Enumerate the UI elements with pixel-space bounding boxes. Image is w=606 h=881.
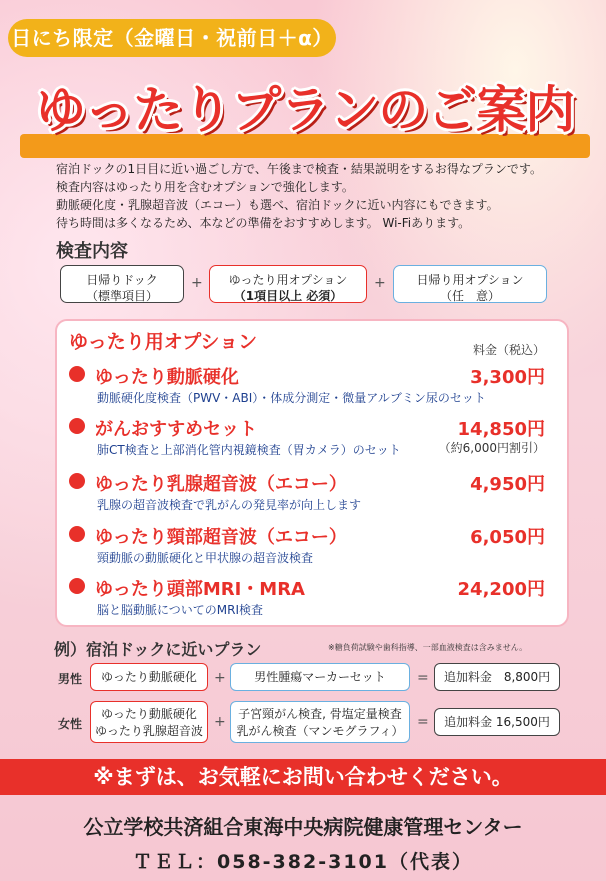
option-desc: 頸動脈の動脈硬化と甲状腺の超音波検査 — [97, 551, 314, 565]
option-name: ゆったり頸部超音波（エコー） — [95, 527, 347, 548]
plus-sign: + — [191, 275, 203, 291]
hero-title: ゆったりプランのご案内 — [35, 81, 575, 139]
option-discount-note: （約6,000円割引） — [438, 441, 545, 455]
exam-box-line: （1項目以上 必須） — [233, 289, 343, 303]
hospital-tel: ＴＥＬ：058-382-3101（代表） — [133, 851, 473, 873]
exam-box-line: 日帰りドック — [86, 273, 158, 287]
equals-sign: = — [417, 670, 429, 686]
example-note: ※糖負荷試験や歯科指導、一部血液検査は含みません。 — [328, 643, 528, 652]
bullet-icon — [69, 578, 85, 594]
intro-text — [56, 160, 576, 232]
option-desc: 脳と脳動脈についてのMRI検査 — [97, 603, 263, 617]
options-title: ゆったり用オプション — [69, 331, 258, 353]
example-label-female: 女性 — [58, 717, 83, 731]
hero-banner — [20, 68, 590, 158]
plus-sign: + — [214, 714, 226, 730]
example-total: 追加料金 8,800円 — [434, 663, 560, 691]
intro-line: 待ち時間は多くなるため、本などの準備をおすすめします。 Wi-Fiあります。 — [56, 216, 471, 230]
option-price: 4,950円 — [470, 474, 545, 495]
option-desc: 動脈硬化度検査（PWV・ABI）・体成分測定・微量アルブミン尿のセット — [97, 391, 486, 405]
bullet-icon — [69, 526, 85, 542]
option-desc: 肺CT検査と上部消化管内視鏡検査（胃カメラ）のセット — [97, 443, 401, 457]
option-price: 14,850円 — [457, 419, 545, 440]
example-box-line: ゆったり乳腺超音波 — [95, 724, 203, 738]
example-box-line: 子宮頸がん検査, 骨塩定量検査 — [238, 707, 402, 721]
example-box-line: ゆったり動脈硬化 — [101, 707, 197, 721]
bullet-icon — [69, 366, 85, 382]
price-header: 料金（税込） — [472, 343, 545, 357]
example-box: ゆったり動脈硬化 — [90, 663, 208, 691]
option-price: 24,200円 — [457, 579, 545, 600]
example-total: 追加料金 16,500円 — [434, 708, 560, 736]
option-name: ゆったり乳腺超音波（エコー） — [95, 474, 347, 495]
option-price: 3,300円 — [470, 367, 545, 388]
intro-line: 宿泊ドックの1日目に近い過ごし方で、午後まで検査・結果説明をするお得なプランです。 — [56, 162, 542, 176]
example-box — [90, 701, 208, 743]
contact-cta-banner: ※まずは、お気軽にお問い合わせください。 — [0, 759, 606, 795]
option-name: ゆったり頭部MRI・MRA — [95, 579, 305, 600]
exam-box-relaxed-option — [209, 265, 367, 303]
exam-box-standard — [60, 265, 184, 303]
example-label-male: 男性 — [58, 672, 83, 686]
example-box — [230, 701, 410, 743]
exam-section-title: 検査内容 — [56, 241, 128, 262]
bullet-icon — [69, 473, 85, 489]
date-limited-badge: 日にち限定（金曜日・祝前日＋α） — [8, 19, 336, 57]
hospital-name: 公立学校共済組合東海中央病院健康管理センター — [83, 815, 523, 839]
exam-box-line: （標準項目） — [85, 289, 158, 303]
plus-sign: + — [374, 275, 386, 291]
example-box: 男性腫瘍マーカーセット — [230, 663, 410, 691]
exam-box-line: 日帰り用オプション — [416, 273, 524, 287]
example-title: 例）宿泊ドックに近いプラン — [54, 640, 262, 659]
option-price: 6,050円 — [470, 527, 545, 548]
intro-line: 動脈硬化度・乳腺超音波（エコー）も選べ、宿泊ドックに近い内容にもできます。 — [56, 198, 499, 212]
exam-box-line: ゆったり用オプション — [228, 273, 348, 287]
option-name: がんおすすめセット — [95, 419, 258, 440]
equals-sign: = — [417, 714, 429, 730]
intro-line: 検査内容はゆったり用を含むオプションで強化します。 — [56, 180, 354, 194]
exam-box-daytrip-option — [393, 265, 547, 303]
exam-box-line: （任 意） — [439, 289, 500, 303]
bullet-icon — [69, 418, 85, 434]
example-box-line: 乳がん検査（マンモグラフィ） — [236, 724, 404, 738]
option-desc: 乳腺の超音波検査で乳がんの発見率が向上します — [97, 498, 362, 512]
options-panel — [55, 319, 569, 627]
option-name: ゆったり動脈硬化 — [95, 367, 239, 388]
plus-sign: + — [214, 670, 226, 686]
